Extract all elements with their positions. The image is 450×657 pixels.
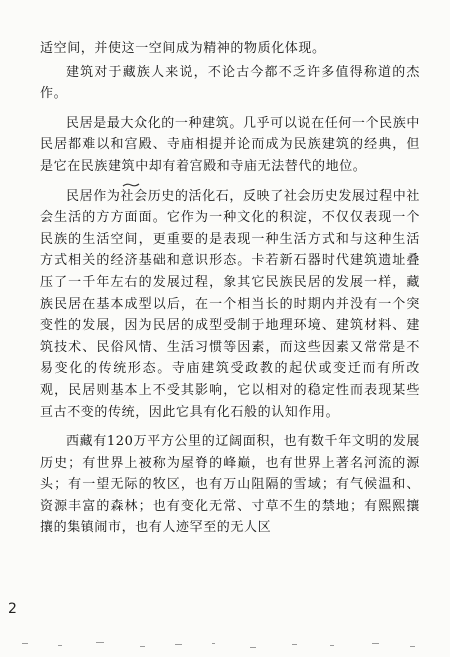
scan-noise-strip (0, 635, 450, 655)
paragraph-3: 民居是最大众化的一种建筑。几乎可以说在任何一个民族中民居都难以和宫殿、寺庙相提并论而成为民族建筑的经典，但是它在民族建筑中却有着宫殿和寺庙无法替代的地位。 (40, 115, 420, 174)
paragraph-5: 西藏有120万平方公里的辽阔面积，也有数千年文明的发展历史；有世界上被称为屋脊的峰巅，也有世界上著名河流的源头；有一望无际的牧区，也有万山阻隔的雪域；有气候温和、资源丰富的森林；也有变化无常、寸草不生的禁地；有熙熙攘攘的集镇闹市，也有人迹罕至的无人区 (40, 434, 420, 536)
ink-smudge-mark (122, 182, 140, 188)
body-text (40, 38, 420, 539)
paragraph-4: 民居作为社会历史的活化石，反映了社会历史发展过程中社会生活的方方面面。它作为一种文化的积淀，不仅仅表现一个民族的生活空间，更重要的是表现一种生活方式和与这种生活方式相关的经济基础和意识形态。卡若新石器时代建筑遗址叠压了一千年左右的发展过程，象其它民族民居的发展一样，藏族民居在基本成型以后，在一个相当长的时期内并没有一个突变性的发展，因为民居的成型受制于地理环境、建筑材料、建筑技术、民俗风情、生活习惯等因素，而这些因素又常常是不易变化的传统形态。寺庙建筑受政教的起伏或变迁而有所改观，民居则基本上不受其影响，它以相对的稳定性而表现某些亘古不变的传统，因此它具有化石般的认知作用。 (40, 188, 420, 420)
paragraph-2: 建筑对于藏族人来说，不论古今都不乏许多值得称道的杰作。 (40, 64, 420, 102)
page-number: 2 (8, 601, 17, 617)
paragraph-1: 适空间，并使这一空间成为精神的物质化体现。 (40, 41, 326, 56)
